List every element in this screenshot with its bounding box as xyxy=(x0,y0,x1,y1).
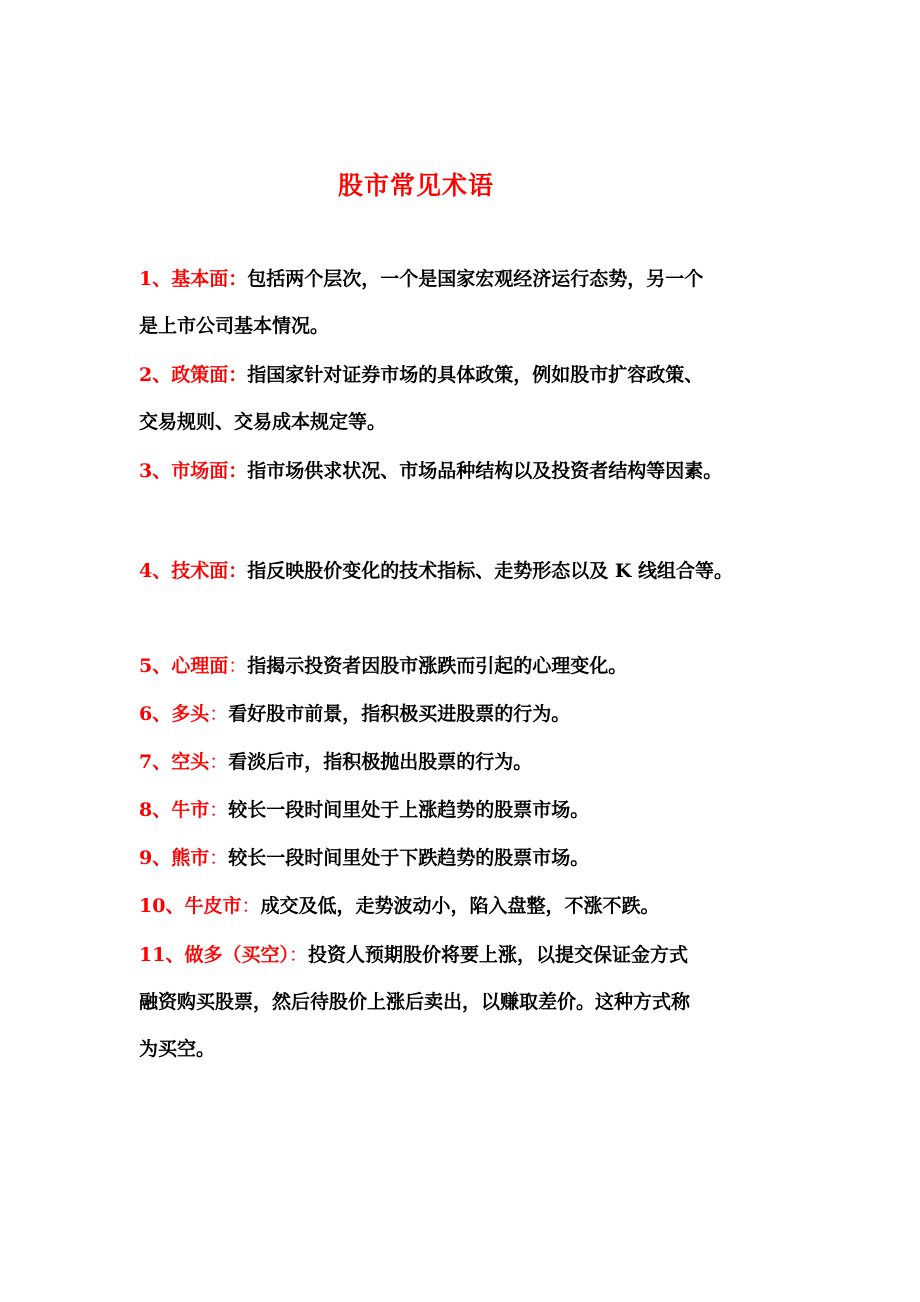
term-description: 指揭示投资者因股市涨跌而引起的心理变化。 xyxy=(247,655,628,677)
term-item-3 xyxy=(139,454,722,501)
term-separator: ： xyxy=(228,460,248,482)
term-line xyxy=(139,454,722,501)
term-description: 投资人预期股价将要上涨，以提交保证金方式 xyxy=(307,944,688,966)
term-separator: ： xyxy=(228,364,248,386)
term-line: 交易规则、交易成本规定等。 xyxy=(139,411,387,433)
term-description: 看好股市前景，指积极买进股票的行为。 xyxy=(228,703,571,725)
term-name: 熊市 xyxy=(171,847,210,869)
term-description: 成交及低，走势波动小，陷入盘整，不涨不跌。 xyxy=(260,895,660,917)
term-number: 10、 xyxy=(139,895,185,917)
term-separator: ： xyxy=(228,655,248,677)
term-separator: ： xyxy=(209,751,229,773)
term-name: 市场面 xyxy=(171,460,229,482)
term-item-7 xyxy=(139,745,532,792)
term-line xyxy=(139,554,733,601)
term-line xyxy=(139,262,703,309)
term-number: 11、 xyxy=(139,944,185,966)
term-description: 指国家针对证券市场的具体政策，例如股市扩容政策、 xyxy=(247,364,704,386)
term-item-10 xyxy=(139,889,660,936)
term-line xyxy=(139,358,703,405)
term-line: 融资购买股票，然后待股价上涨后卖出，以赚取差价。这种方式称 xyxy=(139,991,691,1013)
term-description: 包括两个层次，一个是国家宏观经济运行态势，另一个 xyxy=(247,268,704,290)
term-name: 牛市 xyxy=(171,799,210,821)
term-item-4 xyxy=(139,554,733,601)
term-name: 技术面 xyxy=(171,560,229,582)
term-item-9 xyxy=(139,841,589,888)
term-line xyxy=(139,745,532,792)
term-description: 看淡后市，指积极抛出股票的行为。 xyxy=(228,751,533,773)
term-name: 多头 xyxy=(171,703,210,725)
term-line xyxy=(139,938,690,985)
term-item-11 xyxy=(139,938,690,1079)
term-separator: ： xyxy=(288,944,308,966)
term-line xyxy=(139,841,589,888)
term-item-5 xyxy=(139,649,627,696)
term-item-1 xyxy=(139,262,703,356)
term-name: 空头 xyxy=(171,751,210,773)
term-name: 政策面 xyxy=(171,364,229,386)
term-separator: ： xyxy=(209,799,229,821)
page-title: 股市常见术语 xyxy=(337,171,494,200)
term-number: 2、 xyxy=(139,364,172,386)
term-number: 1、 xyxy=(139,268,172,290)
term-description: 指市场供求状况、市场品种结构以及投资者结构等因素。 xyxy=(247,460,723,482)
term-line xyxy=(139,793,589,840)
term-line: 为买空。 xyxy=(139,1038,216,1060)
term-name: 做多（买空） xyxy=(184,944,289,966)
term-name: 牛皮市 xyxy=(184,895,242,917)
term-line xyxy=(139,697,570,744)
term-separator: ： xyxy=(241,895,261,917)
term-name: 基本面 xyxy=(171,268,229,290)
term-description: 较长一段时间里处于下跌趋势的股票市场。 xyxy=(228,847,590,869)
term-item-2 xyxy=(139,358,703,452)
term-separator: ： xyxy=(209,847,229,869)
term-description: 较长一段时间里处于上涨趋势的股票市场。 xyxy=(228,799,590,821)
term-number: 5、 xyxy=(139,655,172,677)
term-number: 3、 xyxy=(139,460,172,482)
term-line: 是上市公司基本情况。 xyxy=(139,315,330,337)
term-number: 8、 xyxy=(139,799,172,821)
term-number: 7、 xyxy=(139,751,172,773)
term-name: 心理面 xyxy=(171,655,229,677)
term-line xyxy=(139,649,627,696)
term-description: 指反映股价变化的技术指标、走势形态以及 K 线组合等。 xyxy=(247,560,734,582)
term-separator: ： xyxy=(228,560,248,582)
term-separator: ： xyxy=(228,268,248,290)
term-number: 9、 xyxy=(139,847,172,869)
term-number: 4、 xyxy=(139,560,172,582)
term-item-8 xyxy=(139,793,589,840)
term-number: 6、 xyxy=(139,703,172,725)
term-item-6 xyxy=(139,697,570,744)
term-line xyxy=(139,889,660,936)
term-separator: ： xyxy=(209,703,229,725)
